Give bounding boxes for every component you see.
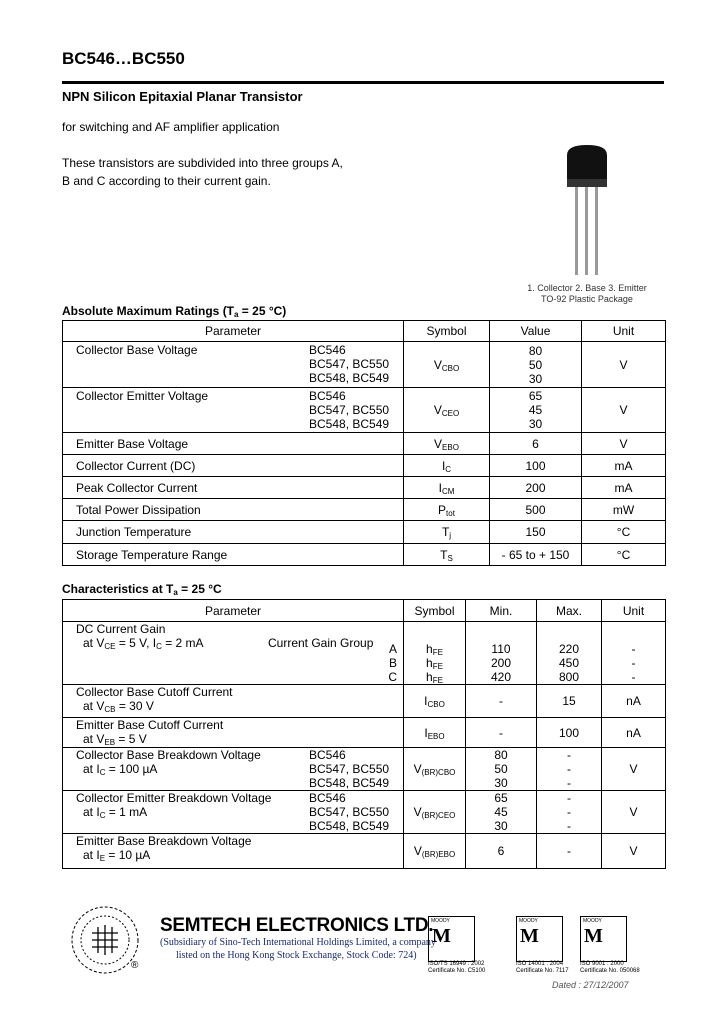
cert-brand: MOODY: [431, 918, 450, 924]
symbol-cell: [404, 477, 490, 499]
moody-m-logo: M: [432, 925, 451, 947]
max: -: [567, 844, 571, 858]
symbol-subscript: FE: [432, 676, 443, 685]
symbol-main: h: [426, 670, 433, 684]
min: 45: [494, 805, 508, 819]
condition-text: = 5 V: [115, 732, 147, 746]
parameter-cell: [63, 521, 404, 544]
unit: V: [619, 436, 628, 451]
condition-text: at I: [83, 805, 100, 819]
condition-text: = 5 V, I: [115, 636, 157, 650]
unit-cell: [602, 748, 666, 791]
min: 30: [494, 819, 508, 833]
value: 500: [525, 502, 546, 517]
value: 50: [528, 357, 543, 372]
model-name: BC546: [309, 748, 346, 762]
unit: V: [629, 762, 638, 776]
unit: mA: [614, 458, 633, 473]
unit-cell: [582, 499, 666, 521]
package-pinout-caption: 1. Collector 2. Base 3. Emitter: [527, 283, 647, 293]
symbol-cell: [404, 544, 490, 566]
symbol: [404, 525, 489, 539]
value-cell: [490, 455, 582, 477]
title-rule: [62, 81, 664, 84]
symbol-subscript: CBO: [441, 363, 460, 373]
condition-text: = 30 V: [115, 699, 154, 713]
parameter-name: Emitter Base Breakdown Voltage: [76, 834, 252, 848]
parameter-name: Collector Base Breakdown Voltage: [76, 748, 261, 762]
ratings-header-cell: [490, 321, 582, 342]
document-subtitle: NPN Silicon Epitaxial Planar Transistor: [62, 89, 303, 104]
unit-cell: [582, 388, 666, 433]
cert-standard: ISO/TS 16949 : 2002: [428, 961, 485, 967]
test-condition: [63, 732, 403, 746]
min: 50: [494, 762, 508, 776]
characteristics-header-cell: [537, 600, 602, 622]
value: 30: [528, 371, 543, 386]
symbol-cell: [404, 718, 466, 748]
model-name: BC548, BC549: [309, 417, 390, 431]
max: -: [567, 748, 571, 762]
symbol-cell: [404, 433, 490, 455]
parameter-name: Collector Base Voltage: [76, 343, 198, 357]
symbol-subscript: CBO: [427, 700, 445, 709]
unit: mA: [614, 480, 633, 495]
symbol: [404, 762, 465, 776]
symbol-cell: [404, 834, 466, 869]
symbol: [404, 358, 489, 372]
unit-cell: [602, 834, 666, 869]
min: 110: [491, 642, 511, 656]
parameter-cell: [63, 388, 404, 433]
characteristics-heading-sub: a: [173, 588, 178, 597]
symbol: [404, 844, 465, 858]
test-condition: [63, 699, 403, 713]
cert-standard: ISO 9001 : 2000: [580, 961, 624, 967]
min: 65: [494, 791, 508, 805]
characteristics-row: [63, 834, 666, 869]
characteristics-row: [63, 685, 666, 718]
condition-text: at I: [83, 848, 100, 862]
max: 220: [558, 642, 580, 656]
ratings-row: [63, 455, 666, 477]
model-name: BC547, BC550: [309, 357, 390, 371]
symbol-cell: [404, 748, 466, 791]
unit: V: [629, 844, 638, 858]
max: -: [567, 819, 571, 833]
characteristics-row: [63, 718, 666, 748]
column-header: Value: [520, 324, 551, 338]
column-header: Parameter: [204, 603, 262, 618]
ratings-row: [63, 499, 666, 521]
min: 6: [497, 844, 505, 858]
unit: °C: [616, 547, 631, 562]
value-cell: [490, 433, 582, 455]
max: 15: [562, 694, 576, 708]
min: -: [499, 694, 503, 708]
characteristics-header-cell: [404, 600, 466, 622]
min-cell: [466, 791, 537, 834]
condition-text: = 2 mA: [161, 636, 204, 650]
characteristics-heading-tail: = 25 °C: [177, 582, 222, 596]
parameter-name: Total Power Dissipation: [76, 503, 201, 517]
model-name: BC546: [309, 343, 346, 357]
symbol-subscript: EBO: [442, 442, 459, 452]
model-list: [309, 791, 389, 833]
symbol-cell: [404, 521, 490, 544]
characteristics-heading: [62, 582, 222, 596]
symbol-cell: [404, 622, 466, 685]
company-subsidiary-line2: listed on the Hong Kong Stock Exchange, Stock Code: 724): [176, 950, 417, 961]
column-header: Symbol: [426, 324, 467, 338]
max: -: [567, 762, 571, 776]
cert-brand: MOODY: [519, 918, 538, 924]
unit: V: [619, 403, 628, 417]
condition-text: = 100 µA: [105, 762, 158, 776]
unit: mW: [612, 502, 635, 517]
unit-cell: [582, 477, 666, 499]
characteristics-row: [63, 748, 666, 791]
value-cell: [490, 342, 582, 388]
ratings-heading-sub: a: [234, 310, 239, 319]
current-gain-group-label: Current Gain Group: [268, 636, 374, 650]
unit-cell: [582, 433, 666, 455]
unit: nA: [626, 725, 641, 740]
parameter-cell: [63, 433, 404, 455]
symbol-main: V: [433, 403, 442, 417]
value: 200: [525, 480, 546, 495]
min: 30: [494, 776, 508, 790]
value: 30: [528, 417, 543, 431]
unit-cell: [602, 685, 666, 718]
column-header: Unit: [622, 603, 645, 618]
model-name: BC548, BC549: [309, 819, 390, 833]
parameter-cell: [63, 834, 404, 869]
ratings-header-cell: [63, 321, 404, 342]
ratings-row: [63, 477, 666, 499]
application-text: for switching and AF amplifier application: [62, 120, 280, 134]
parameter-cell: [63, 748, 404, 791]
ratings-heading: [62, 304, 286, 318]
symbol-cell: [404, 685, 466, 718]
characteristics-table: [62, 599, 666, 869]
unit: -: [631, 670, 636, 684]
parameter-name: DC Current Gain: [76, 622, 166, 636]
ratings-row: [63, 544, 666, 566]
condition-text: at I: [83, 762, 100, 776]
symbol-subscript: S: [447, 553, 453, 563]
unit-cell: [602, 791, 666, 834]
parameter-name: Collector Emitter Voltage: [76, 389, 209, 403]
symbol-main: T: [441, 525, 450, 539]
ratings-header-cell: [582, 321, 666, 342]
parameter-cell: [63, 477, 404, 499]
symbol-main: V: [413, 805, 422, 819]
model-list: [309, 343, 389, 385]
cert-brand: MOODY: [583, 918, 602, 924]
max: 800: [558, 670, 580, 684]
absolute-maximum-ratings-table: [62, 320, 666, 566]
model-name: BC546: [309, 389, 346, 403]
gain-group-letter: A: [388, 642, 397, 656]
min: 80: [494, 748, 508, 762]
ratings-row: [63, 521, 666, 544]
max-cell: [537, 834, 602, 869]
parameter-cell: [63, 342, 404, 388]
max-cell: [537, 791, 602, 834]
unit-cell: [582, 544, 666, 566]
symbol-subscript: EBO: [427, 731, 445, 741]
min-cell: [466, 718, 537, 748]
moody-m-logo: M: [520, 925, 539, 947]
max: 100: [558, 725, 580, 740]
characteristics-header-row: [63, 600, 666, 622]
max-cell: [537, 685, 602, 718]
symbol-cell: [404, 499, 490, 521]
parameter-name: Junction Temperature: [76, 525, 192, 539]
model-name: BC547, BC550: [309, 805, 390, 819]
max: -: [567, 805, 571, 819]
gain-group-letter: C: [388, 670, 397, 684]
min-cell: [466, 685, 537, 718]
gain-group-letters: [388, 642, 397, 684]
cert-standard: ISO 14001 : 2004: [516, 961, 564, 967]
value: - 65 to + 150: [501, 547, 570, 562]
ratings-header-row: [63, 321, 666, 342]
unit: -: [631, 656, 636, 670]
parameter-name: Collector Current (DC): [76, 459, 196, 473]
max: -: [567, 791, 571, 805]
symbol-main: P: [438, 502, 447, 517]
unit: °C: [616, 525, 631, 539]
symbol: [404, 642, 465, 656]
parameter-name: Emitter Base Cutoff Current: [76, 718, 224, 732]
symbol: [404, 481, 489, 495]
parameter-cell: [63, 685, 404, 718]
parameter-cell: [63, 622, 404, 685]
symbol-cell: [404, 388, 490, 433]
value: 80: [528, 343, 543, 358]
value-cell: [490, 499, 582, 521]
package-type-caption: TO-92 Plastic Package: [541, 294, 633, 304]
symbol-subscript: C: [445, 464, 452, 474]
value-cell: [490, 544, 582, 566]
model-name: BC548, BC549: [309, 371, 390, 385]
column-header: Unit: [612, 324, 635, 338]
symbol-subscript: (BR)EBO: [421, 850, 456, 859]
symbol: [404, 670, 465, 684]
parameter-cell: [63, 544, 404, 566]
symbol: [404, 805, 465, 819]
value: 6: [532, 436, 539, 451]
condition-text: at V: [83, 636, 105, 650]
value: 150: [525, 525, 546, 539]
condition-subscript: C: [156, 642, 162, 651]
symbol-main: I: [438, 480, 442, 495]
symbol-main: V: [433, 357, 442, 372]
dated-text: Dated : 27/12/2007: [552, 980, 629, 990]
to92-package-image: [562, 143, 612, 278]
symbol-main: I: [424, 694, 428, 708]
parameter-name: Peak Collector Current: [76, 481, 198, 495]
company-subsidiary-line1: (Subsidiary of Sino-Tech International Holdings Limited, a company: [160, 937, 436, 948]
symbol: [404, 656, 465, 670]
min-cell: [466, 622, 537, 685]
registered-mark: ®: [131, 960, 139, 971]
parameter-cell: [63, 791, 404, 834]
unit-cell: [602, 718, 666, 748]
symbol-cell: [404, 455, 490, 477]
document-title: BC546…BC550: [62, 49, 185, 68]
characteristics-header-cell: [63, 600, 404, 622]
column-header: Parameter: [204, 324, 262, 338]
iso-certification-badge: [580, 916, 627, 962]
symbol: [404, 548, 489, 562]
condition-text: = 10 µA: [105, 848, 151, 862]
symbol-cell: [404, 342, 490, 388]
condition-subscript: C: [99, 768, 106, 777]
characteristics-heading-text: Characteristics at T: [62, 582, 174, 596]
symbol: [404, 403, 489, 417]
symbol-subscript: (BR)CBO: [421, 768, 456, 777]
symbol-subscript: CEO: [441, 409, 460, 418]
symbol-subscript: tot: [446, 508, 455, 518]
unit: V: [629, 805, 638, 819]
groups-text-2: B and C according to their current gain.: [62, 174, 271, 188]
model-list: [309, 748, 389, 790]
ratings-heading-text: Absolute Maximum Ratings (T: [62, 304, 235, 318]
value-cell: [490, 521, 582, 544]
cert-number: Certificate No. 7117: [516, 968, 569, 974]
condition-text: at V: [83, 732, 105, 746]
value: 45: [528, 403, 543, 417]
min-cell: [466, 748, 537, 791]
cert-number: Certificate No. 050068: [580, 968, 640, 974]
min-cell: [466, 834, 537, 869]
characteristics-header-cell: [602, 600, 666, 622]
symbol-main: V: [413, 762, 422, 776]
parameter-name: Emitter Base Voltage: [76, 437, 189, 451]
parameter-name: Collector Base Cutoff Current: [76, 685, 233, 699]
symbol: [404, 459, 489, 473]
characteristics-row: [63, 791, 666, 834]
condition-text: at V: [83, 699, 105, 713]
parameter-name: Storage Temperature Range: [76, 548, 228, 562]
parameter-cell: [63, 718, 404, 748]
parameter-name: Collector Emitter Breakdown Voltage: [76, 791, 272, 805]
symbol-main: h: [426, 642, 433, 656]
symbol: [404, 437, 489, 451]
iso-certification-badge: [516, 916, 563, 962]
value-cell: [490, 477, 582, 499]
symbol-subscript: CM: [441, 486, 455, 496]
company-name: SEMTECH ELECTRONICS LTD.: [160, 915, 434, 936]
ratings-row: [63, 433, 666, 455]
symbol: [404, 503, 489, 517]
unit: nA: [626, 694, 641, 708]
symbol: [404, 726, 465, 740]
ratings-row: [63, 342, 666, 388]
symbol-subscript: (BR)CEO: [421, 811, 456, 820]
unit-cell: [582, 455, 666, 477]
symbol-main: I: [441, 458, 446, 473]
characteristics-row: [63, 622, 666, 685]
value-cell: [490, 388, 582, 433]
column-header: Symbol: [414, 603, 455, 618]
condition-subscript: CB: [104, 705, 116, 714]
symbol-main: h: [426, 656, 433, 670]
condition-subscript: E: [99, 854, 106, 863]
parameter-cell: [63, 455, 404, 477]
value: 65: [528, 389, 543, 403]
gain-group-letter: B: [388, 656, 397, 670]
iso-certification-badge: [428, 916, 475, 962]
moody-m-logo: M: [584, 925, 603, 947]
max-cell: [537, 622, 602, 685]
value: 100: [525, 458, 546, 473]
symbol-main: V: [434, 436, 443, 451]
ratings-header-cell: [404, 321, 490, 342]
cert-number: Certificate No. C5100: [428, 968, 486, 974]
unit: -: [631, 642, 636, 656]
model-name: BC548, BC549: [309, 776, 390, 790]
test-condition: [63, 848, 403, 862]
symbol-subscript: j: [449, 531, 452, 540]
condition-subscript: C: [99, 811, 106, 820]
column-header: Max.: [555, 603, 582, 618]
max-cell: [537, 718, 602, 748]
min: 200: [490, 656, 512, 670]
symbol: [404, 694, 465, 708]
min: -: [499, 725, 503, 740]
unit-cell: [582, 521, 666, 544]
symbol-main: T: [440, 547, 448, 562]
column-header: Min.: [489, 603, 513, 618]
condition-text: = 1 mA: [105, 805, 148, 819]
min: 420: [490, 670, 512, 684]
max: -: [567, 776, 571, 790]
model-name: BC546: [309, 791, 346, 805]
model-name: BC547, BC550: [309, 403, 390, 417]
symbol-main: V: [413, 844, 422, 858]
groups-text-1: These transistors are subdivided into three groups A,: [62, 156, 343, 170]
unit-cell: [602, 622, 666, 685]
unit-cell: [582, 342, 666, 388]
symbol-subscript: FE: [432, 648, 443, 657]
model-name: BC547, BC550: [309, 762, 390, 776]
ratings-row: [63, 388, 666, 433]
unit: V: [619, 357, 628, 372]
parameter-cell: [63, 499, 404, 521]
ratings-heading-tail: = 25 °C): [238, 304, 287, 318]
max-cell: [537, 748, 602, 791]
symbol-subscript: FE: [432, 662, 443, 671]
model-list: [309, 389, 389, 431]
condition-subscript: EB: [104, 738, 116, 747]
max: 450: [558, 656, 580, 670]
symbol-main: I: [424, 725, 428, 740]
characteristics-header-cell: [466, 600, 537, 622]
condition-subscript: CE: [104, 642, 116, 651]
symbol-cell: [404, 791, 466, 834]
